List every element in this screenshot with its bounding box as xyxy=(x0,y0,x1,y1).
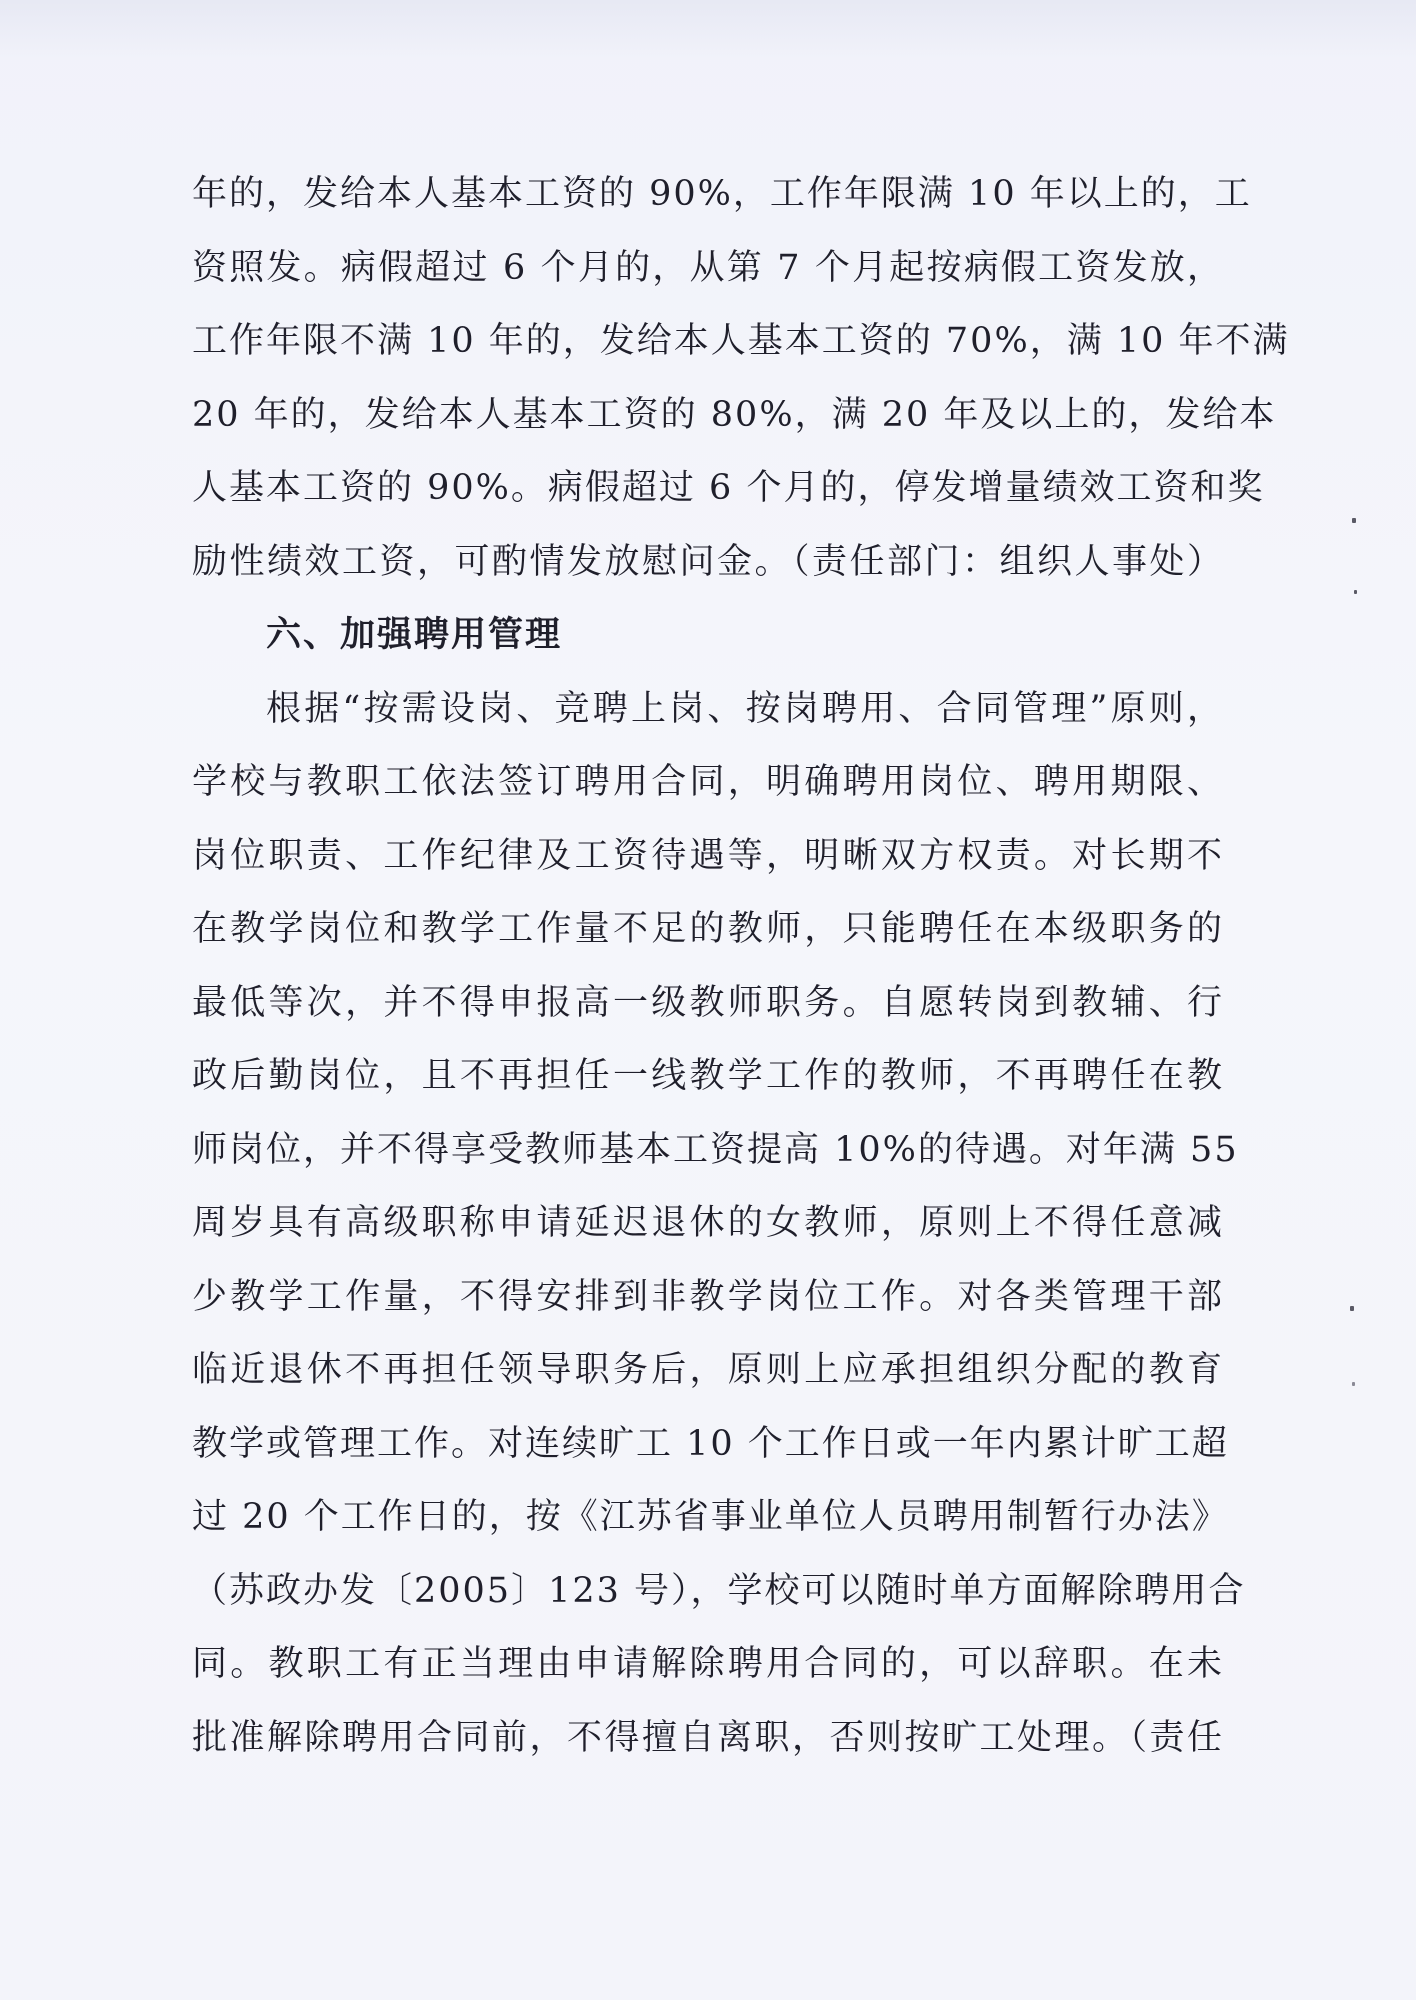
paragraph-line: 励性绩效工资，可酌情发放慰问金。（责任部门：组织人事处） xyxy=(192,541,1224,582)
paragraph-line: 批准解除聘用合同前，不得擅自离职，否则按旷工处理。（责任 xyxy=(192,1717,1224,1758)
paragraph-line: 在教学岗位和教学工作量不足的教师，只能聘任在本级职务的 xyxy=(192,909,1224,949)
scan-speck xyxy=(1352,518,1356,523)
paragraph-line: 周岁具有高级职称申请延迟退休的女教师，原则上不得任意减 xyxy=(192,1203,1224,1243)
paragraph-line: 同。教职工有正当理由申请解除聘用合同的，可以辞职。在未 xyxy=(192,1644,1224,1684)
paragraph-line: 人基本工资的 90%。病假超过 6 个月的，停发增量绩效工资和奖 xyxy=(192,468,1265,508)
scan-speck xyxy=(1354,590,1357,594)
scan-speck xyxy=(1352,1382,1355,1386)
paragraph-line: 工作年限不满 10 年的，发给本人基本工资的 70%，满 10 年不满 xyxy=(192,321,1290,361)
paragraph-line: 年的，发给本人基本工资的 90%，工作年限满 10 年以上的，工 xyxy=(192,174,1252,214)
scan-shadow xyxy=(0,0,1416,60)
paragraph-line: 过 20 个工作日的，按《江苏省事业单位人员聘用制暂行办法》 xyxy=(192,1497,1229,1537)
paragraph-line: 学校与教职工依法签订聘用合同，明确聘用岗位、聘用期限、 xyxy=(192,762,1224,802)
paragraph-line: 临近退休不再担任领导职务后，原则上应承担组织分配的教育 xyxy=(192,1350,1224,1390)
paragraph-line: 教学或管理工作。对连续旷工 10 个工作日或一年内累计旷工超 xyxy=(192,1423,1229,1464)
paragraph-line: （苏政办发〔2005〕123 号），学校可以随时单方面解除聘用合 xyxy=(192,1570,1246,1611)
paragraph-line: 少教学工作量，不得安排到非教学岗位工作。对各类管理干部 xyxy=(192,1276,1224,1317)
paragraph-first-line: 根据“按需设岗、竞聘上岗、按岗聘用、合同管理”原则， xyxy=(266,688,1224,729)
scan-speck xyxy=(1350,1306,1354,1311)
paragraph-line: 师岗位，并不得享受教师基本工资提高 10%的待遇。对年满 55 xyxy=(192,1129,1239,1170)
document-body xyxy=(192,158,1290,1775)
paragraph-line: 最低等次，并不得申报高一级教师职务。自愿转岗到教辅、行 xyxy=(192,982,1224,1023)
paragraph-line: 岗位职责、工作纪律及工资待遇等，明晰双方权责。对长期不 xyxy=(192,835,1224,876)
section-heading: 六、加强聘用管理 xyxy=(266,615,563,655)
paragraph-line: 资照发。病假超过 6 个月的，从第 7 个月起按病假工资发放， xyxy=(192,247,1224,288)
paragraph-line: 20 年的，发给本人基本工资的 80%，满 20 年及以上的，发给本 xyxy=(192,394,1277,435)
paragraph-line: 政后勤岗位，且不再担任一线教学工作的教师，不再聘任在教 xyxy=(192,1056,1224,1096)
